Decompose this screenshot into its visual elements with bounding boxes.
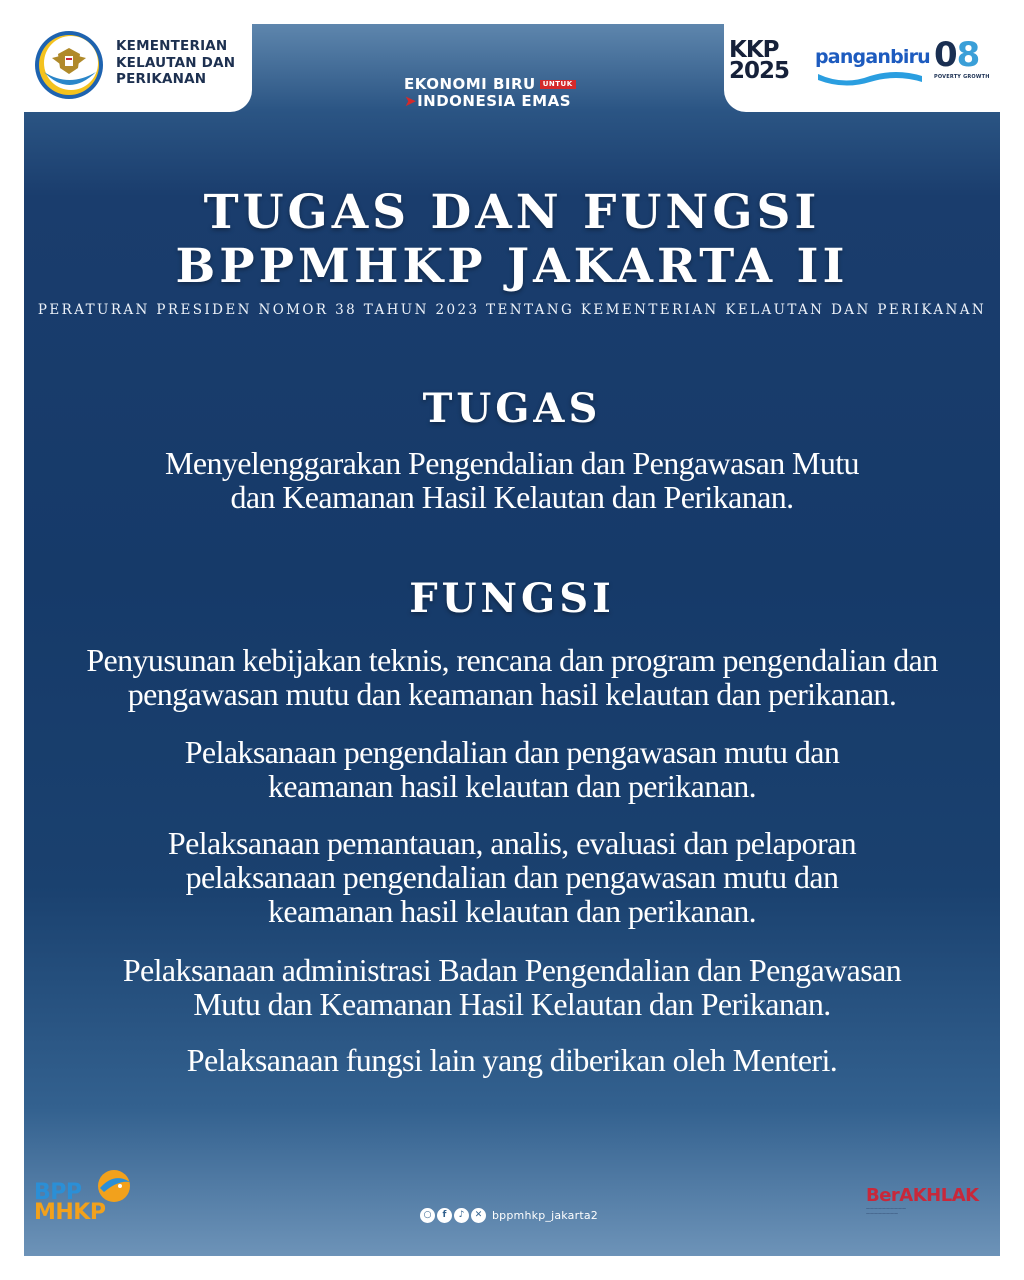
campaign-line-2: INDONESIA EMAS [417, 92, 572, 110]
tugas-paragraph [0, 446, 1024, 514]
berakhlak-tagline-1: —————————— [866, 1206, 906, 1211]
fungsi-item-3 [0, 826, 1024, 928]
fish-icon [94, 1166, 134, 1206]
ministry-name-line-2: KELAUTAN DAN [116, 54, 236, 71]
arrow-icon: ➤ [404, 92, 418, 110]
fungsi-item-4 [0, 953, 1024, 1021]
campaign-untuk-badge: UNTUK [540, 80, 576, 89]
regulation-subtitle: PERATURAN PRESIDEN NOMOR 38 TAHUN 2023 TENTANG KEMENTERIAN KELAUTAN DAN PERIKANAN [37, 302, 987, 318]
instagram-icon[interactable]: ○ [420, 1208, 435, 1223]
ekonomi-biru-logo [404, 76, 624, 110]
tugas-heading: TUGAS [422, 385, 602, 432]
fungsi-line: keamanan hasil kelautan dan perikanan. [267, 768, 757, 804]
fungsi-line: Penyusunan kebijakan teknis, rencana dan program pengendalian dan [86, 642, 938, 678]
fungsi-line: Pelaksanaan pengendalian dan pengawasan mutu dan [184, 734, 840, 770]
panganbiru-logo: panganbiru [815, 46, 930, 68]
ministry-name-line-1: KEMENTERIAN [116, 38, 228, 54]
asta-cita-logo [934, 36, 996, 80]
social-media-bar [420, 1206, 598, 1224]
asta-number-b: 8 [956, 35, 980, 75]
kkp2025-top: KKP [729, 37, 779, 63]
asta-subtitle: POVERTY GROWTH [934, 74, 990, 80]
bpp-logo-line-1: BPP [34, 1180, 82, 1205]
fungsi-line: Pelaksanaan administrasi Badan Pengendalian dan Pengawasan [122, 952, 902, 988]
kkp-emblem-logo [32, 28, 106, 102]
tugas-line: Menyelenggarakan Pengendalian dan Pengawasan Mutu [165, 445, 859, 481]
ministry-name [116, 38, 235, 88]
fungsi-item-2 [0, 735, 1024, 803]
page-title-line-1: TUGAS DAN FUNGSI [203, 185, 821, 240]
berakhlak-wordmark: BerAKHLAK [866, 1185, 979, 1206]
facebook-icon[interactable]: f [437, 1208, 452, 1223]
fungsi-line: keamanan hasil kelautan dan perikanan. [267, 893, 757, 929]
tiktok-icon[interactable]: ♪ [454, 1208, 469, 1223]
tugas-line: dan Keamanan Hasil Kelautan dan Perikanan. [230, 479, 794, 515]
kkp-2025-logo [729, 37, 807, 84]
berakhlak-tagline-2: ———————— [866, 1211, 898, 1216]
fungsi-item-5 [0, 1043, 1024, 1077]
fungsi-line: pengawasan mutu dan keamanan hasil kelautan dan perikanan. [127, 676, 897, 712]
fungsi-line: Pelaksanaan fungsi lain yang diberikan oleh Menteri. [186, 1042, 838, 1078]
bppmhkp-logo [34, 1166, 134, 1236]
fungsi-heading: FUNGSI [409, 575, 615, 622]
fungsi-item-1 [0, 643, 1024, 711]
fungsi-line: Mutu dan Keamanan Hasil Kelautan dan Perikanan. [193, 986, 831, 1022]
berakhlak-logo [866, 1186, 990, 1216]
asta-number-a: 0 [934, 35, 957, 75]
page-title-line-2: BPPMHKP JAKARTA II [175, 239, 849, 294]
social-handle[interactable]: bppmhkp_jakarta2 [492, 1208, 598, 1222]
fungsi-line: pelaksanaan pengendalian dan pengawasan mutu dan [185, 859, 839, 895]
campaign-line-1: EKONOMI BIRU [404, 75, 536, 93]
x-icon[interactable]: ✕ [471, 1208, 486, 1223]
kkp2025-bottom: 2025 [729, 58, 790, 84]
ministry-name-line-3: PERIKANAN [116, 71, 207, 87]
wave-icon [818, 68, 922, 86]
fungsi-line: Pelaksanaan pemantauan, analis, evaluasi dan pelaporan [167, 825, 857, 861]
bpp-logo-line-2: MHKP [34, 1200, 106, 1225]
